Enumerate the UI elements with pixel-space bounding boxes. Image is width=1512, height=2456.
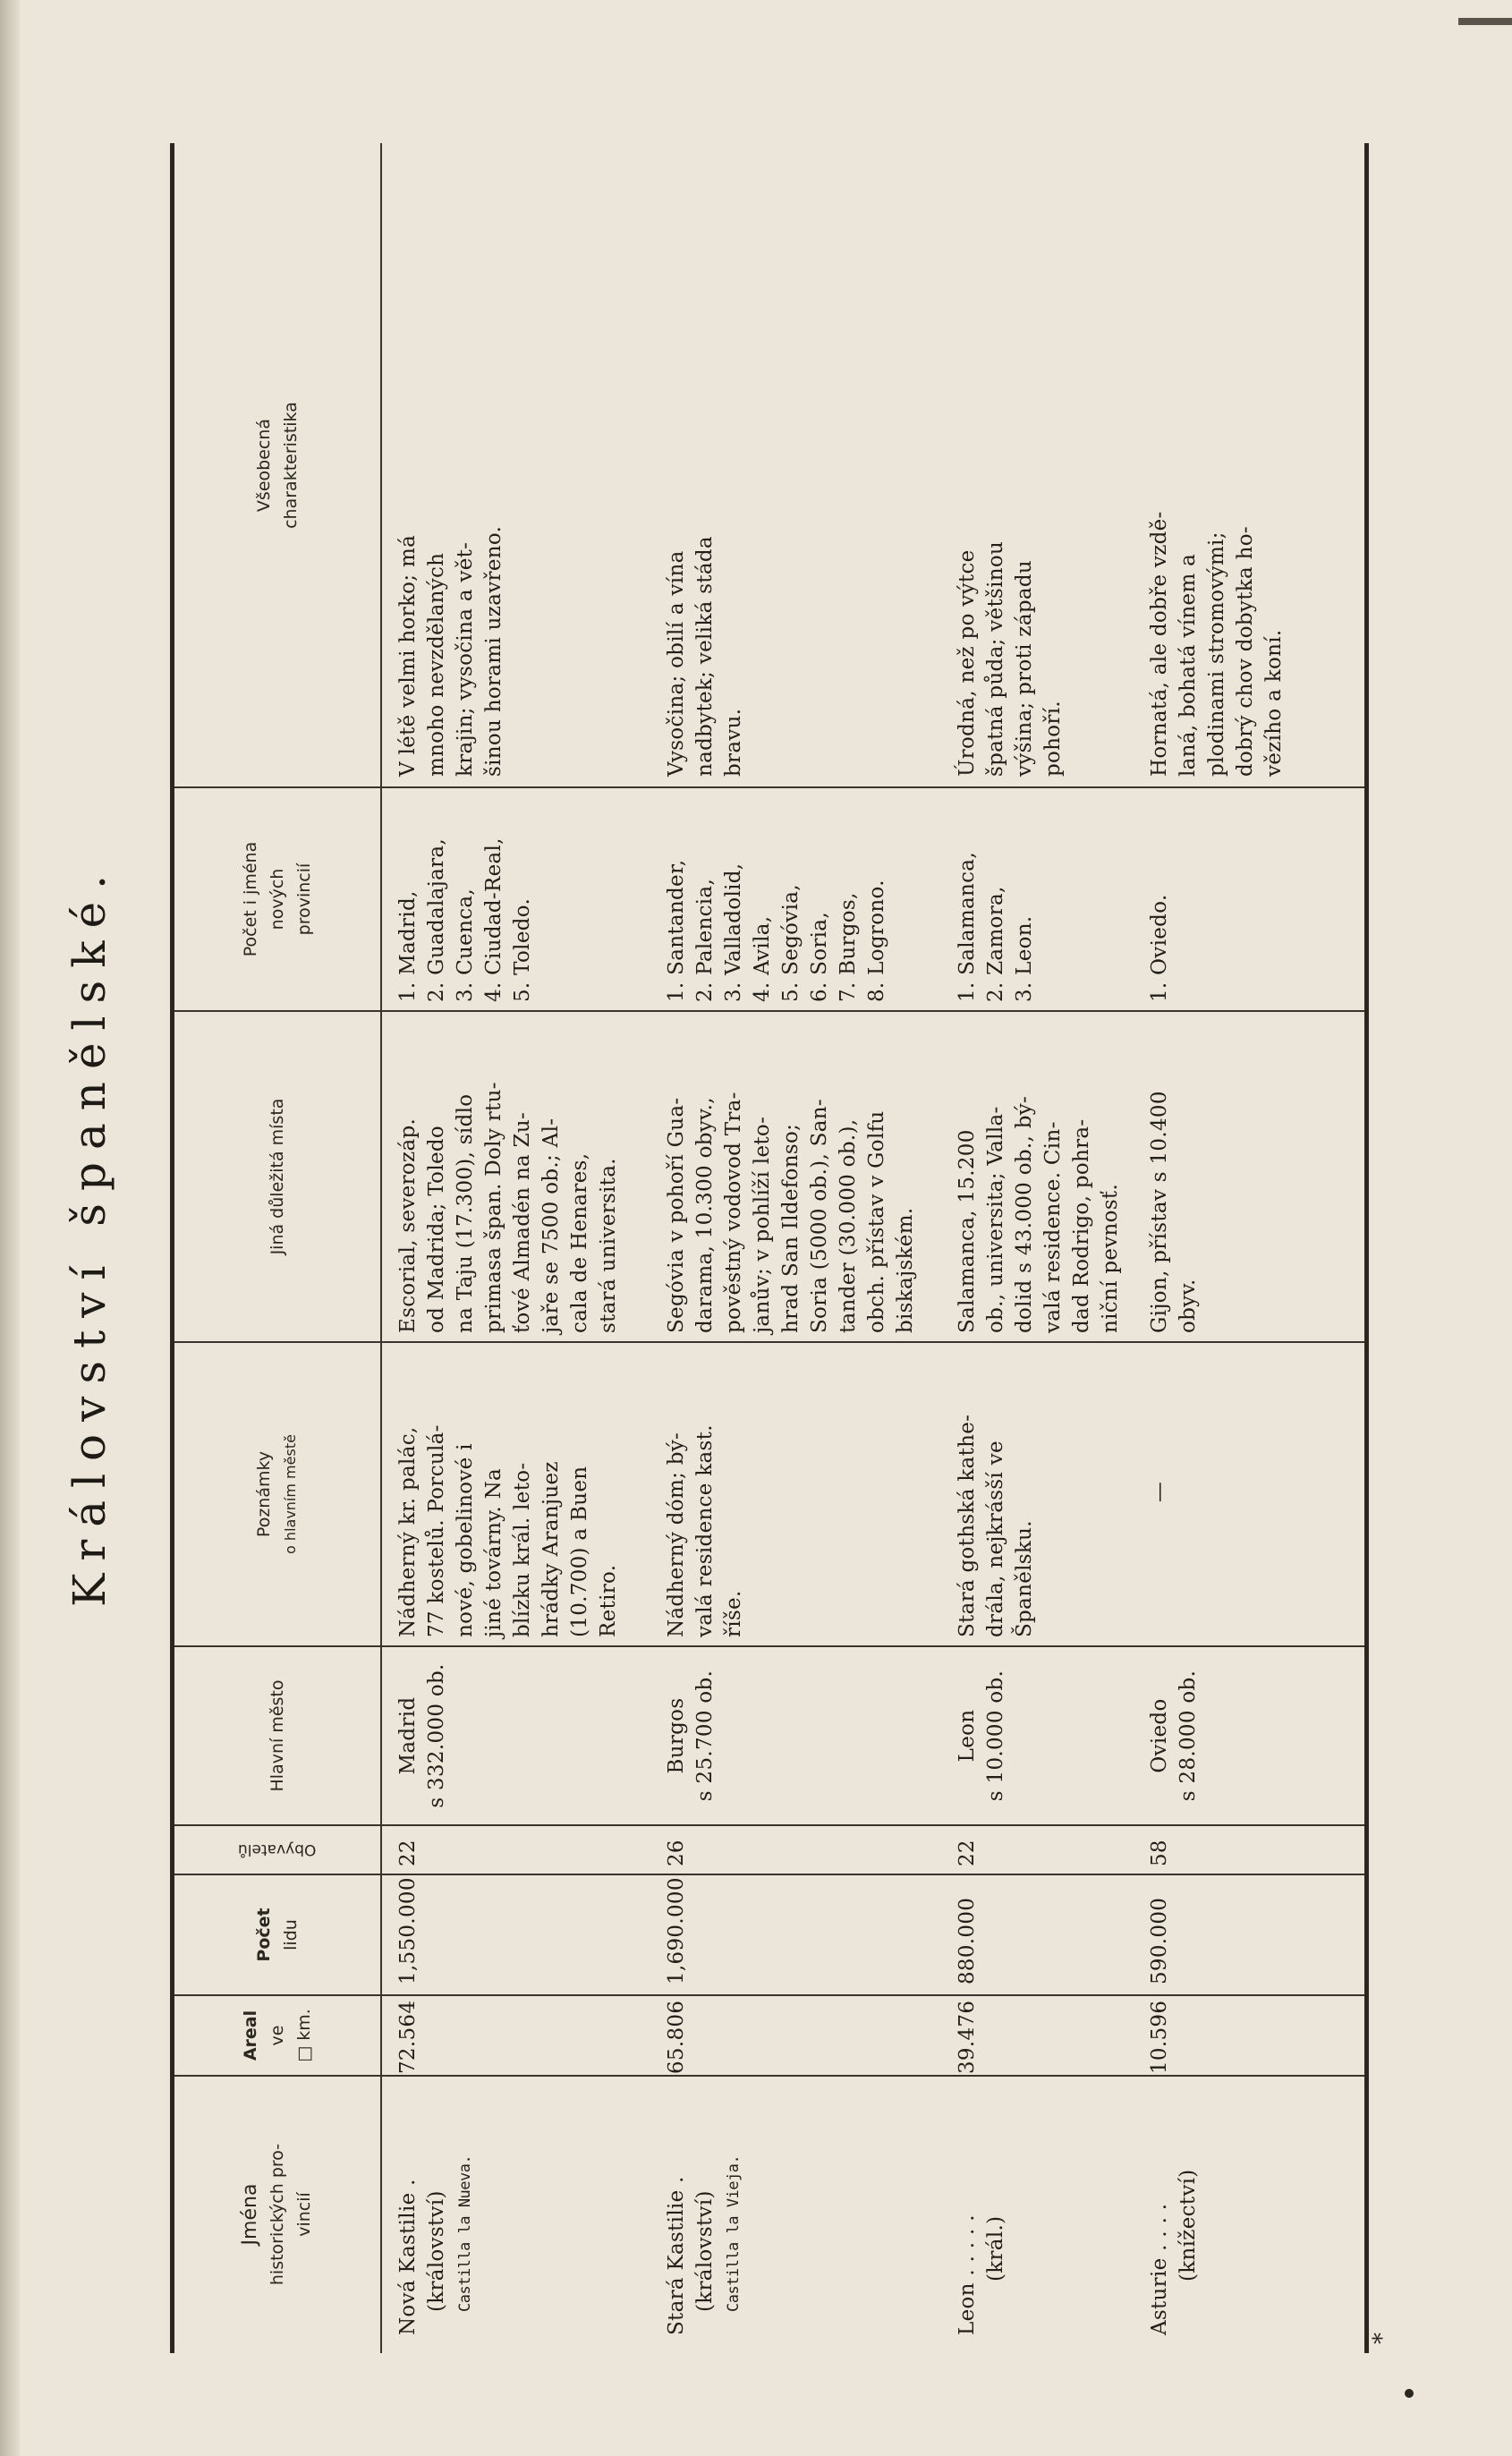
header-capital-line: Hlavní město <box>268 1679 287 1792</box>
header-notes-line: Poznámky <box>254 1450 274 1538</box>
capital-name: Leon <box>956 1709 979 1763</box>
notes-line: (10.700) a Buen <box>568 1466 591 1637</box>
characteristics-line: Vysočina; obilí a vína <box>665 550 688 777</box>
places-cell <box>1145 1016 1202 1333</box>
header-density-line: Obyvatelů <box>238 1840 317 1859</box>
places-line: Salamanca, 15.200 <box>956 1129 979 1333</box>
area-value: 65.806 <box>665 2000 688 2074</box>
new-province-item: 4. Ciudad-Real, <box>482 837 505 1002</box>
new-province-item: 1. Salamanca, <box>956 852 979 1002</box>
characteristics-line: nadbytek; veliká stáda <box>693 536 717 777</box>
notes-line: valá residence kast. <box>693 1424 717 1637</box>
places-line: stará universita. <box>597 1158 620 1333</box>
header-density <box>174 1825 380 1874</box>
notes-line: — <box>1148 1481 1171 1503</box>
characteristics-line: pohoří. <box>1041 701 1065 777</box>
places-line: dad Rodrigo, pohra- <box>1070 1118 1093 1333</box>
new-province-item: 7. Burgos, <box>837 892 860 1002</box>
places-line: biskajském. <box>894 1207 917 1333</box>
notes-cell <box>662 1347 748 1637</box>
province-name: Asturie . . . . <box>1148 2203 1171 2335</box>
notes-line: Stará gothská kathe- <box>956 1414 979 1637</box>
places-line: Soria (5000 ob.), San- <box>808 1099 831 1333</box>
new-province-item: 6. Soria, <box>808 912 831 1002</box>
header-new-provinces-line: Počet i jména <box>241 841 260 957</box>
characteristics-line: šinou horami uzavřeno. <box>482 525 505 777</box>
places-line: Gijon, přístav s 10.400 <box>1148 1091 1171 1333</box>
places-line: ťové Almadén na Zu- <box>511 1111 534 1333</box>
header-notes <box>174 1342 380 1646</box>
capital-population: s 10.000 ob. <box>984 1670 1007 1802</box>
population-value: 880.000 <box>956 1897 979 1984</box>
area-value: 10.596 <box>1148 2000 1171 2074</box>
places-line: obch. přístav v Golfu <box>865 1110 888 1333</box>
header-characteristics <box>174 143 380 787</box>
characteristics-line: bravu. <box>722 708 745 777</box>
characteristics-line: Hornatá, ale dobře vzdě- <box>1148 511 1171 777</box>
capital-population: s 332.000 ob. <box>425 1663 448 1808</box>
new-province-item: 1. Santander, <box>665 859 688 1002</box>
notes-cell <box>953 1347 1039 1637</box>
header-population-line: lidu <box>281 1919 301 1950</box>
province-name: Leon . . . . . <box>956 2214 979 2335</box>
corner-mark <box>1458 18 1512 25</box>
places-cell <box>953 1016 1125 1333</box>
capital-population: s 28.000 ob. <box>1176 1670 1200 1802</box>
characteristics-line: plodinami stromovými; <box>1205 531 1228 777</box>
header-new-provinces-line: nových <box>268 868 287 931</box>
notes-cell <box>394 1347 623 1637</box>
ink-dot <box>1405 2389 1414 2398</box>
characteristics-cell <box>394 150 508 777</box>
characteristics-line: vězího a koní. <box>1262 629 1286 777</box>
notes-line: 77 kostelů. Porculá- <box>425 1424 448 1637</box>
asterisk-mark: * <box>1369 2333 1396 2344</box>
characteristics-line: Úrodná, než po výtce <box>956 549 979 777</box>
province-type: (království) <box>425 2190 448 2312</box>
notes-line: říše. <box>722 1590 745 1637</box>
province-type: (král.) <box>984 2215 1007 2282</box>
header-area-line: Areal <box>241 2010 260 2061</box>
header-population-line: Počet <box>254 1908 274 1962</box>
density-value: 22 <box>956 1840 979 1866</box>
new-province-item: 8. Logrono. <box>865 880 888 1002</box>
header-characteristics-line: charakteristika <box>281 402 301 529</box>
table-row-province <box>662 2080 748 2335</box>
places-line: cala de Henares, <box>568 1152 591 1333</box>
header-provinces-line: vincií <box>294 2192 314 2237</box>
provinces-table <box>170 143 1369 2353</box>
places-line: obyv. <box>1176 1279 1200 1333</box>
page-title: Království španělské. <box>64 863 115 1607</box>
province-type: (knížectví) <box>1176 2169 1200 2282</box>
places-cell <box>394 1016 623 1333</box>
capital-cell <box>953 1651 1010 1821</box>
header-new-provinces <box>174 787 380 1011</box>
density-value: 58 <box>1148 1840 1171 1866</box>
notes-cell <box>1145 1347 1174 1637</box>
new-province-item: 2. Guadalajara, <box>425 837 448 1002</box>
province-spanish-name: Castilla la Nueva. <box>456 2154 474 2312</box>
new-province-item: 1. Madrid, <box>396 890 420 1002</box>
new-provinces-cell <box>394 792 537 1002</box>
notes-line: Španělsku. <box>1013 1520 1036 1637</box>
notes-line: Retiro. <box>597 1564 620 1637</box>
rotated-table-sheet <box>36 54 1431 2416</box>
characteristics-line: laná, bohatá vínem a <box>1176 553 1200 777</box>
new-province-item: 1. Oviedo. <box>1148 894 1171 1002</box>
province-name: Stará Kastilie . <box>665 2176 688 2335</box>
new-province-item: 4. Avila, <box>751 915 774 1002</box>
new-provinces-cell <box>953 792 1039 1002</box>
new-provinces-cell <box>662 792 891 1002</box>
characteristics-cell <box>662 150 748 777</box>
characteristics-line: krajin; vysočina a vět- <box>454 541 477 777</box>
notes-line: Nádherný kr. palác, <box>396 1426 420 1637</box>
header-provinces-line: historických pro- <box>268 2143 287 2286</box>
header-area-line: ve <box>268 2025 287 2046</box>
header-capital <box>174 1646 380 1825</box>
capital-name: Oviedo <box>1148 1698 1171 1773</box>
capital-population: s 25.700 ob. <box>693 1670 717 1802</box>
characteristics-line: mnoho nevzdělaných <box>425 552 448 777</box>
places-line: jaře se 7500 ob.; Al- <box>539 1118 563 1333</box>
new-provinces-cell <box>1145 792 1174 1002</box>
characteristics-line: V létě velmi horko; má <box>396 534 420 777</box>
new-province-item: 3. Valladolid, <box>722 863 745 1002</box>
population-value: 1,550.000 <box>396 1877 420 1984</box>
capital-name: Madrid <box>396 1696 420 1775</box>
places-line: valá residence. Cin- <box>1041 1121 1065 1333</box>
table-row-province <box>394 2080 480 2335</box>
header-places-line: Jiná důležitá místa <box>268 1098 287 1255</box>
header-places <box>174 1011 380 1342</box>
header-characteristics-line: Všeobecná <box>254 418 274 513</box>
places-line: niční pevnosť. <box>1099 1183 1122 1333</box>
table-row-province <box>1145 2080 1202 2335</box>
new-province-item: 2. Zamora, <box>984 886 1007 1002</box>
province-type: (království) <box>693 2190 717 2312</box>
header-rule <box>380 143 382 2353</box>
area-value: 39.476 <box>956 2000 979 2074</box>
table-row-province <box>953 2080 1010 2335</box>
notes-line: blízku král. leto- <box>511 1462 534 1637</box>
header-new-provinces-line: provincií <box>294 863 314 936</box>
places-line: na Taju (17.300), sídlo <box>454 1093 477 1333</box>
header-notes-line: o hlavním městě <box>282 1434 299 1554</box>
places-line: tander (30.000 ob.), <box>837 1118 860 1333</box>
places-line: Segóvia v pohoří Gua- <box>665 1097 688 1333</box>
province-spanish-name: Castilla la Vieja. <box>725 2154 743 2312</box>
capital-cell <box>1145 1651 1202 1821</box>
density-value: 26 <box>665 1840 688 1866</box>
places-line: darama, 10.300 obyv., <box>693 1097 717 1333</box>
places-line: janův; v pohlíží leto- <box>751 1116 774 1333</box>
characteristics-line: výšina; proti západu <box>1013 559 1036 777</box>
notes-line: hrádky Aranjuez <box>539 1461 563 1637</box>
capital-name: Burgos <box>665 1697 688 1774</box>
places-line: od Madrida; Toledo <box>425 1125 448 1333</box>
notes-line: jiné továrny. Na <box>482 1467 505 1637</box>
places-line: ob., universita; Valla- <box>984 1106 1007 1333</box>
population-value: 590.000 <box>1148 1897 1171 1984</box>
places-line: Escorial, severozáp. <box>396 1118 420 1333</box>
places-cell <box>662 1016 920 1333</box>
characteristics-line: špatná půda; většinou <box>984 540 1007 777</box>
header-provinces-line: Jména <box>239 2183 261 2246</box>
places-line: hrad San Ildefonso; <box>779 1123 803 1333</box>
area-value: 72.564 <box>396 2000 420 2074</box>
capital-cell <box>662 1651 719 1821</box>
notes-line: Nádherný dóm; bý- <box>665 1432 688 1637</box>
density-value: 22 <box>396 1840 420 1866</box>
new-province-item: 3. Leon. <box>1013 915 1036 1002</box>
notes-line: drála, nejkrásší ve <box>984 1440 1007 1637</box>
page-edge <box>0 0 20 2456</box>
new-province-item: 5. Segóvia, <box>779 884 803 1002</box>
header-area-line: □ km. <box>294 2009 314 2062</box>
characteristics-line: dobrý chov dobytka ho- <box>1234 526 1257 777</box>
characteristics-cell <box>1145 150 1288 777</box>
header-area <box>174 1995 380 2076</box>
places-line: pověstný vodovod Tra- <box>722 1092 745 1333</box>
notes-line: nové, gobelinové i <box>454 1443 477 1637</box>
capital-cell <box>394 1651 451 1821</box>
header-population <box>174 1874 380 1995</box>
new-province-item: 3. Cuenca, <box>454 888 477 1002</box>
new-province-item: 5. Toledo. <box>511 897 534 1002</box>
new-province-item: 2. Palencia, <box>693 878 717 1002</box>
population-value: 1,690.000 <box>665 1877 688 1984</box>
header-provinces <box>174 2076 380 2353</box>
characteristics-cell <box>953 150 1067 777</box>
province-name: Nová Kastilie . <box>396 2179 420 2335</box>
places-line: primasa špan. Doly rtu- <box>482 1082 505 1333</box>
places-line: dolid s 43.000 ob., bý- <box>1013 1095 1036 1333</box>
